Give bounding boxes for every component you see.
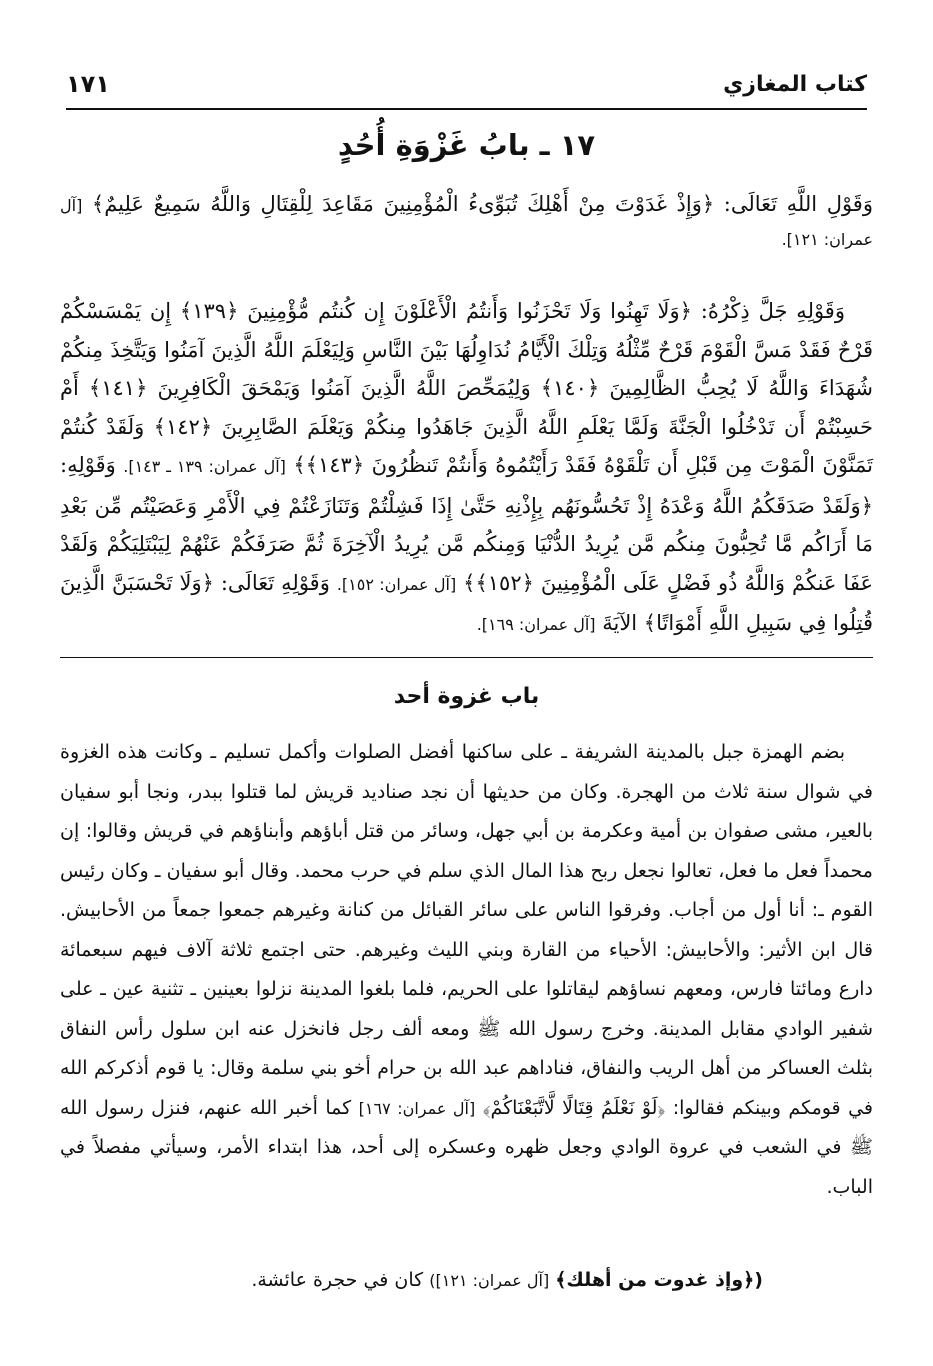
- note-quote: (﴿وإذ غدوت من أهلك﴾: [555, 1269, 763, 1291]
- verse-intro-ref: [آل عمران: ١٢١].: [60, 196, 873, 249]
- note-ref: [آل عمران: ١٢١]): [429, 1271, 550, 1290]
- commentary-ref: [آل عمران: ١٦٧]: [358, 1098, 476, 1118]
- commentary-paragraph: [60, 733, 873, 1263]
- note-text: كان في حجرة عائشة.: [251, 1269, 424, 1291]
- book-title: كتاب المغازي: [723, 71, 867, 97]
- page-number: ١٧١: [66, 70, 110, 98]
- verse-main: [60, 292, 873, 642]
- commentary-text: بضم الهمزة جبل بالمدينة الشريفة ـ على ساكنها أفضل الصلوات وأكمل تسليم ـ وكانت هذه الغزوة في شوال سنة ثلاث من الهجرة. وكان من حديثها أن نجد صناديد قريش لما قتلوا ببدر، ونجا أبو سفيان بالعير، مشى صفوان بن أمية وعكرمة بن أبي جهل، وسائر من قتل أباؤهم وأبناؤهم في قريش وقالوا: إن محمداً فعل ما فعل، تعالوا نجعل ربح هذا المال الذي سلم في حرب محمد. وقال أبو سفيان ـ وكان رئيس القوم ـ: أنا أول من أجاب. وفرقوا الناس على سائر القبائل من كنانة وغيرهم جمعوا جمعاً من الأحابيش. قال ابن الأثير: والأحابيش: الأحياء من القارة وبني الليث وغيرهم. حتى اجتمع ثلاثة آلاف فيهم سبعمائة دارع ومائتا فارس، ومعهم نساؤهم ليقاتلوا على الحريم، فلما بلغوا المدينة نزلوا بعينين ـ تثنية عين ـ على شفير الوادي مقابل المدينة. وخرج رسول الله ﷺ ومعه ألف رجل فانخزل عنه ابن سلول رأس النفاق بثلث العساكر من أهل الريب والنفاق، فناداهم عبد الله بن حرام أخو بني سلمة وقال: يا قوم أذكركم الله في قومكم وبينكم فقالوا: ﴿لَوْ نَعْلَمُ قِتَالًا لَّاتَّبَعْنَاكُمْ﴾: [60, 741, 873, 1119]
- chapter-title: ١٧ ـ بابُ غَزْوَةِ أُحُدٍ: [337, 128, 596, 162]
- verse-intro: [60, 188, 873, 268]
- verse-main-text: وَقَوْلِهِ جَلَّ ذِكْرُهُ: ﴿وَلَا تَهِنُوا وَلَا تَحْزَنُوا وَأَنتُمُ الْأَعْلَوْنَ إِن كُنتُم مُّؤْمِنِينَ ﴿١٣٩﴾ إِن يَمْسَسْكُمْ قَرْحٌ فَقَدْ مَسَّ الْقَوْمَ قَرْحٌ مِّثْلُهُ وَتِلْكَ الْأَيَّامُ نُدَاوِلُهَا بَيْنَ النَّاسِ وَلِيَعْلَمَ اللَّهُ الَّذِينَ آمَنُوا وَيَتَّخِذَ مِنكُمْ شُهَدَاءَ وَاللَّهُ لَا يُحِبُّ الظَّالِمِينَ ﴿١٤٠﴾ وَلِيُمَحِّصَ اللَّهُ الَّذِينَ آمَنُوا وَيَمْحَقَ الْكَافِرِينَ ﴿١٤١﴾ أَمْ حَسِبْتُمْ أَن تَدْخُلُوا الْجَنَّةَ وَلَمَّا يَعْلَمِ اللَّهُ الَّذِينَ جَاهَدُوا مِنكُمْ وَيَعْلَمَ الصَّابِرِينَ ﴿١٤٢﴾ وَلَقَدْ كُنتُمْ تَمَنَّوْنَ الْمَوْتَ مِن قَبْلِ أَن تَلْقَوْهُ فَقَدْ رَأَيْتُمُوهُ وَأَنتُمْ تَنظُرُونَ ﴿١٤٣﴾﴾: [60, 299, 874, 477]
- verse-main-text-3: وَقَوْلِهِ تَعَالَى: ﴿وَلَا تَحْسَبَنَّ الَّذِينَ قُتِلُوا فِي سَبِيلِ اللَّهِ أَمْوَاتًا﴾ الآيَةَ: [60, 570, 873, 635]
- section-title: باب غزوة أحد: [393, 684, 540, 709]
- verse-intro-text: وَقَوْلِ اللَّهِ تَعَالَى: ﴿وَإِذْ غَدَوْتَ مِنْ أَهْلِكَ تُبَوِّىءُ الْمُؤْمِنِينَ مَقَاعِدَ لِلْقِتَالِ وَاللَّهُ سَمِيعٌ عَلِيمٌ﴾: [91, 192, 873, 216]
- verse-main-text-2: وَقَوْلِهِ: ﴿وَلَقَدْ صَدَقَكُمُ اللَّهُ وَعْدَهُ إِذْ تَحُسُّونَهُم بِإِذْنِهِ حَتَّىٰ إِذَا فَشِلْتُمْ وَتَنَازَعْتُمْ فِي الْأَمْرِ وَعَصَيْتُم مِّن بَعْدِ مَا أَرَاكُم مَّا تُحِبُّونَ مِنكُم مَّن يُرِيدُ الدُّنْيَا وَمِنكُم مَّن يُرِيدُ الْآخِرَةَ ثُمَّ صَرَفَكُمْ عَنْهُمْ لِيَبْتَلِيَكُمْ وَلَقَدْ عَفَا عَنكُمْ وَاللَّهُ ذُو فَضْلٍ عَلَى الْمُؤْمِنِينَ ﴿١٥٢﴾﴾: [60, 453, 873, 595]
- verse-main-ref-2: [آل عمران: ١٥٢].: [336, 574, 457, 594]
- verse-main-ref-3: [آل عمران: ١٦٩].: [476, 615, 596, 634]
- section-divider: [60, 657, 873, 658]
- page-header: [66, 60, 867, 110]
- commentary-text-2: كما أخبر الله عنهم، فنزل رسول الله ﷺ في الشعب في عروة الوادي وجعل ظهره وعسكره إلى أحد، هذا ابتداء الأمر، وسيأتي مفصلاً في الباب.: [60, 1096, 873, 1198]
- verse-main-ref-1: [آل عمران: ١٣٩ ـ ١٤٣].: [123, 457, 286, 476]
- note-paragraph: [60, 1262, 873, 1302]
